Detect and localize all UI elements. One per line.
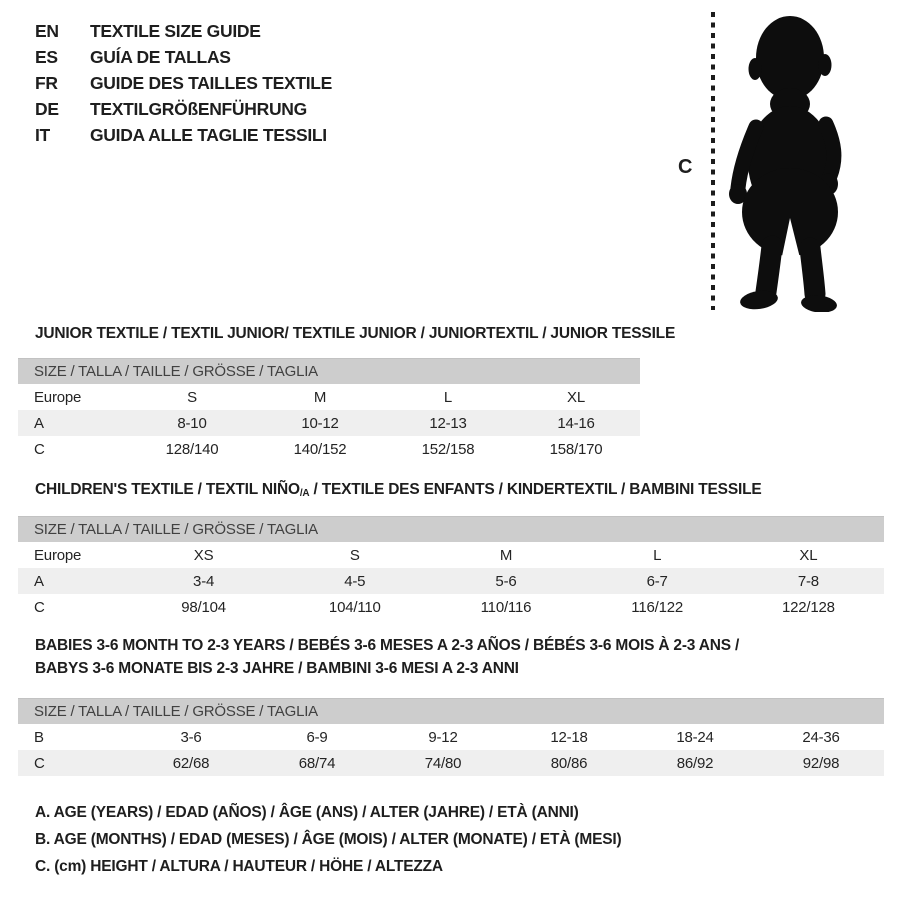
children-title-subscript: /A — [299, 488, 310, 499]
size-cell: 9-12 — [428, 728, 458, 746]
row-label: C — [34, 598, 45, 616]
size-cell: 10-12 — [301, 414, 339, 432]
legend-line-c: C. (cm) HEIGHT / ALTURA / HAUTEUR / HÖHE / ALTEZZA — [35, 858, 443, 875]
table-row — [18, 568, 884, 594]
size-cell: 18-24 — [676, 728, 714, 746]
language-label: TEXTILE SIZE GUIDE — [90, 21, 261, 41]
size-cell: S — [349, 546, 360, 564]
junior-size-table — [18, 358, 640, 462]
language-label: TEXTILGRÖßENFÜHRUNG — [90, 99, 307, 119]
height-measure-label: C — [678, 156, 693, 178]
table-row — [18, 724, 884, 750]
size-cell: S — [187, 388, 197, 406]
size-cell: 116/122 — [631, 598, 684, 616]
language-row — [35, 70, 332, 96]
size-cell: XL — [567, 388, 585, 406]
language-code: FR — [35, 73, 58, 93]
row-label: Europe — [34, 546, 82, 564]
size-cell: 128/140 — [165, 440, 219, 458]
row-label: A — [34, 572, 44, 590]
children-title-text: / TEXTILE DES ENFANTS / KINDERTEXTIL / BAMBINI TESSILE — [309, 481, 762, 498]
children-size-table — [18, 516, 884, 620]
size-cell: 5-6 — [495, 572, 517, 590]
language-code: DE — [35, 99, 59, 119]
size-cell: L — [653, 546, 662, 564]
size-cell: 3-4 — [193, 572, 215, 590]
size-cell: 68/74 — [298, 754, 336, 772]
junior-section-title: JUNIOR TEXTILE / TEXTIL JUNIOR/ TEXTILE JUNIOR / JUNIORTEXTIL / JUNIOR TESSILE — [35, 325, 676, 342]
language-code: EN — [35, 21, 59, 41]
row-label: A — [34, 414, 44, 432]
size-cell: L — [443, 388, 453, 406]
row-label: Europe — [34, 388, 82, 406]
size-cell: 7-8 — [797, 572, 819, 590]
size-cell: 6-7 — [646, 572, 668, 590]
size-cell: 152/158 — [421, 440, 475, 458]
language-label: GUÍA DE TALLAS — [90, 47, 231, 67]
language-row — [35, 122, 332, 148]
size-cell: 62/68 — [172, 754, 210, 772]
language-label: GUIDA ALLE TAGLIE TESSILI — [90, 125, 327, 145]
size-cell: XS — [193, 546, 214, 564]
language-list — [35, 18, 332, 148]
size-cell: 98/104 — [181, 598, 226, 616]
height-measure-dashed-line — [711, 12, 715, 310]
language-label: GUIDE DES TAILLES TEXTILE — [90, 73, 333, 93]
size-cell: 110/116 — [480, 598, 532, 616]
babies-size-table — [18, 698, 884, 776]
toddler-silhouette-image — [726, 12, 856, 312]
size-cell: 80/86 — [550, 754, 588, 772]
size-cell: 140/152 — [293, 440, 347, 458]
size-cell: 158/170 — [549, 440, 603, 458]
size-header-bar: SIZE / TALLA / TAILLE / GRÖSSE / TAGLIA — [18, 358, 640, 384]
table-row — [18, 384, 640, 410]
legend-line-a: A. AGE (YEARS) / EDAD (AÑOS) / ÂGE (ANS) / ALTER (JAHRE) / ETÀ (ANNI) — [35, 804, 579, 821]
size-cell: 12-18 — [550, 728, 588, 746]
children-title-text: CHILDREN'S TEXTILE / TEXTIL NIÑO — [35, 481, 300, 498]
table-row — [18, 542, 884, 568]
size-cell: 24-36 — [802, 728, 840, 746]
size-cell: 6-9 — [306, 728, 328, 746]
babies-title-line1: BABIES 3-6 MONTH TO 2-3 YEARS / BEBÉS 3-6 MESES A 2-3 AÑOS / BÉBÉS 3-6 MOIS À 2-3 ANS / — [35, 637, 740, 654]
language-row — [35, 18, 332, 44]
table-row — [18, 750, 884, 776]
size-header-bar: SIZE / TALLA / TAILLE / GRÖSSE / TAGLIA — [18, 516, 884, 542]
language-code: ES — [35, 47, 58, 67]
measurement-legend — [35, 799, 621, 880]
legend-line-b: B. AGE (MONTHS) / EDAD (MESES) / ÂGE (MOIS) / ALTER (MONATE) / ETÀ (MESI) — [35, 831, 622, 848]
size-cell: 104/110 — [328, 598, 381, 616]
babies-title-line2: BABYS 3-6 MONATE BIS 2-3 JAHRE / BAMBINI 3-6 MESI A 2-3 ANNI — [35, 660, 519, 677]
size-cell: M — [313, 388, 327, 406]
size-cell: 74/80 — [424, 754, 462, 772]
row-label: B — [34, 728, 44, 746]
size-cell: 92/98 — [802, 754, 840, 772]
size-cell: M — [499, 546, 513, 564]
size-cell: 12-13 — [429, 414, 467, 432]
language-code: IT — [35, 125, 50, 145]
size-cell: 14-16 — [557, 414, 595, 432]
table-row — [18, 410, 640, 436]
size-cell: 8-10 — [177, 414, 207, 432]
babies-section-title — [35, 634, 755, 680]
size-cell: 3-6 — [180, 728, 202, 746]
row-label: C — [34, 754, 45, 772]
size-cell: 122/128 — [781, 598, 835, 616]
table-row — [18, 594, 884, 620]
size-cell: 4-5 — [344, 572, 366, 590]
children-section-title — [35, 481, 761, 499]
table-row — [18, 436, 640, 462]
size-cell: 86/92 — [676, 754, 714, 772]
row-label: C — [34, 440, 45, 458]
language-row — [35, 44, 332, 70]
language-row — [35, 96, 332, 122]
size-header-bar: SIZE / TALLA / TAILLE / GRÖSSE / TAGLIA — [18, 698, 884, 724]
size-cell: XL — [799, 546, 818, 564]
